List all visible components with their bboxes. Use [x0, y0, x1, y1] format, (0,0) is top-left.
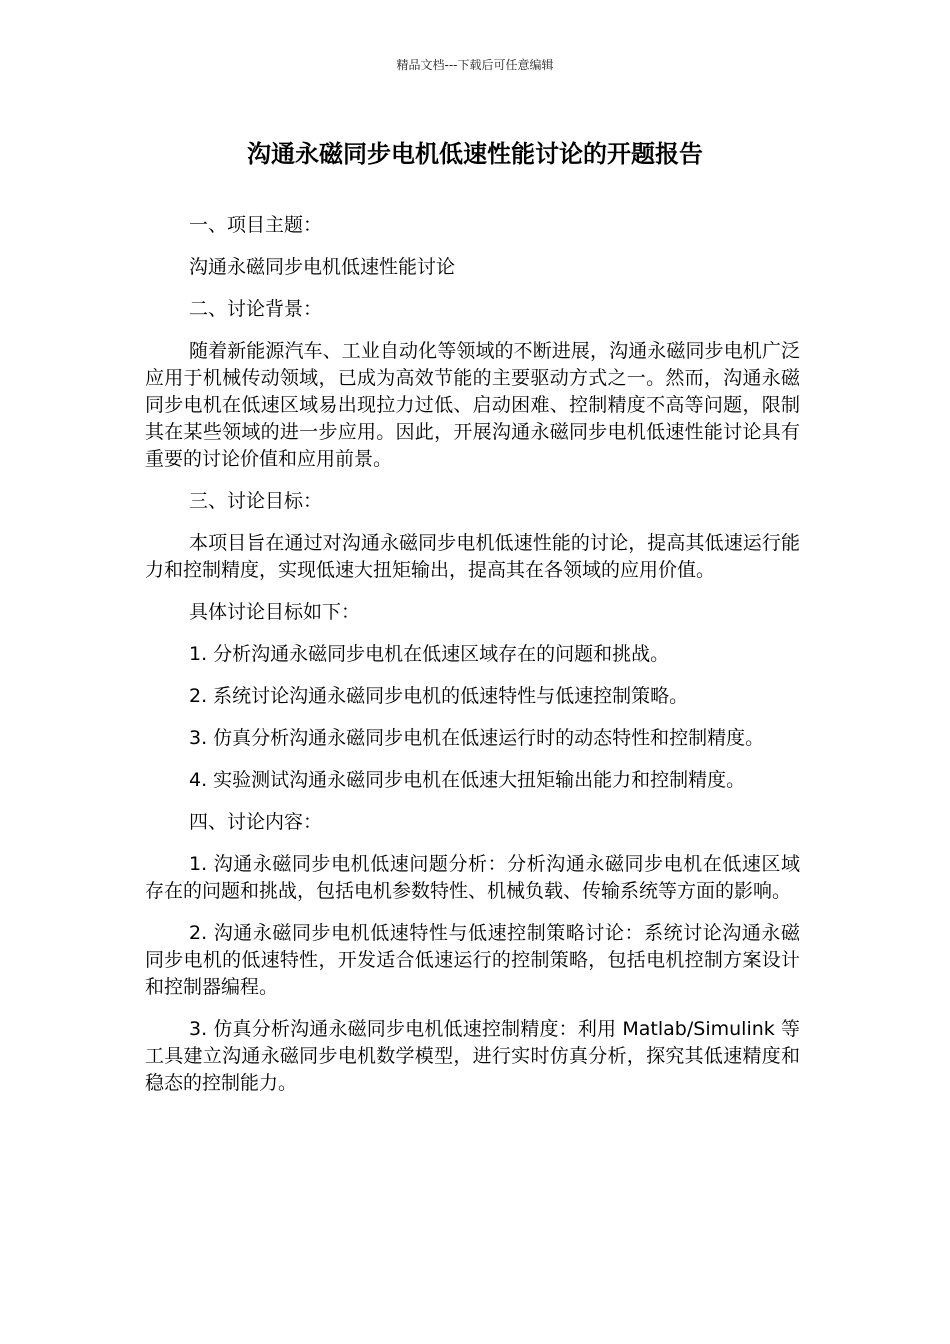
section-heading-topic: 一、项目主题：: [189, 214, 323, 236]
goals-list-intro: 具体讨论目标如下：: [189, 601, 361, 623]
section-heading-goals: 三、讨论目标：: [189, 490, 323, 512]
topic-text: 沟通永磁同步电机低速性能讨论: [189, 256, 456, 278]
background-paragraph: 随着新能源汽车、工业自动化等领域的不断进展，沟通永磁同步电机广泛应用于机械传动领域，已成为高效节能的主要驱动方式之一。然而，沟通永磁同步电机在低速区域易出现拉力过低、启动困难、控制精度不高等问题，限制其在某些领域的进一步应用。因此，开展沟通永磁同步电机低速性能讨论具有重要的讨论价值和应用前景。: [145, 340, 800, 470]
goal-item: 2. 系统讨论沟通永磁同步电机的低速特性与低速控制策略。: [189, 685, 689, 707]
content-item: 3. 仿真分析沟通永磁同步电机低速控制精度：利用 Matlab/Simulink 等工具建立沟通永磁同步电机数学模型，进行实时仿真分析，探究其低速精度和稳态的控制能力。: [145, 1018, 800, 1094]
goal-item: 3. 仿真分析沟通永磁同步电机在低速运行时的动态特性和控制精度。: [189, 727, 765, 749]
document-title: 沟通永磁同步电机低速性能讨论的开题报告: [247, 140, 703, 168]
header-note: 精品文档---下载后可任意编辑: [396, 58, 554, 72]
document-body: [145, 212, 800, 1112]
goals-paragraph: 本项目旨在通过对沟通永磁同步电机低速性能的讨论，提高其低速运行能力和控制精度，实现低速大扭矩输出，提高其在各领域的应用价值。: [145, 532, 800, 581]
section-heading-content: 四、讨论内容：: [189, 811, 323, 833]
content-item: 2. 沟通永磁同步电机低速特性与低速控制策略讨论：系统讨论沟通永磁同步电机的低速特性，开发适合低速运行的控制策略，包括电机控制方案设计和控制器编程。: [145, 922, 800, 998]
section-heading-background: 二、讨论背景：: [189, 298, 323, 320]
content-item: 1. 沟通永磁同步电机低速问题分析：分析沟通永磁同步电机在低速区域存在的问题和挑战，包括电机参数特性、机械负载、传输系统等方面的影响。: [145, 853, 800, 902]
goal-item: 4. 实验测试沟通永磁同步电机在低速大扭矩输出能力和控制精度。: [189, 769, 746, 791]
goal-item: 1. 分析沟通永磁同步电机在低速区域存在的问题和挑战。: [189, 643, 670, 665]
